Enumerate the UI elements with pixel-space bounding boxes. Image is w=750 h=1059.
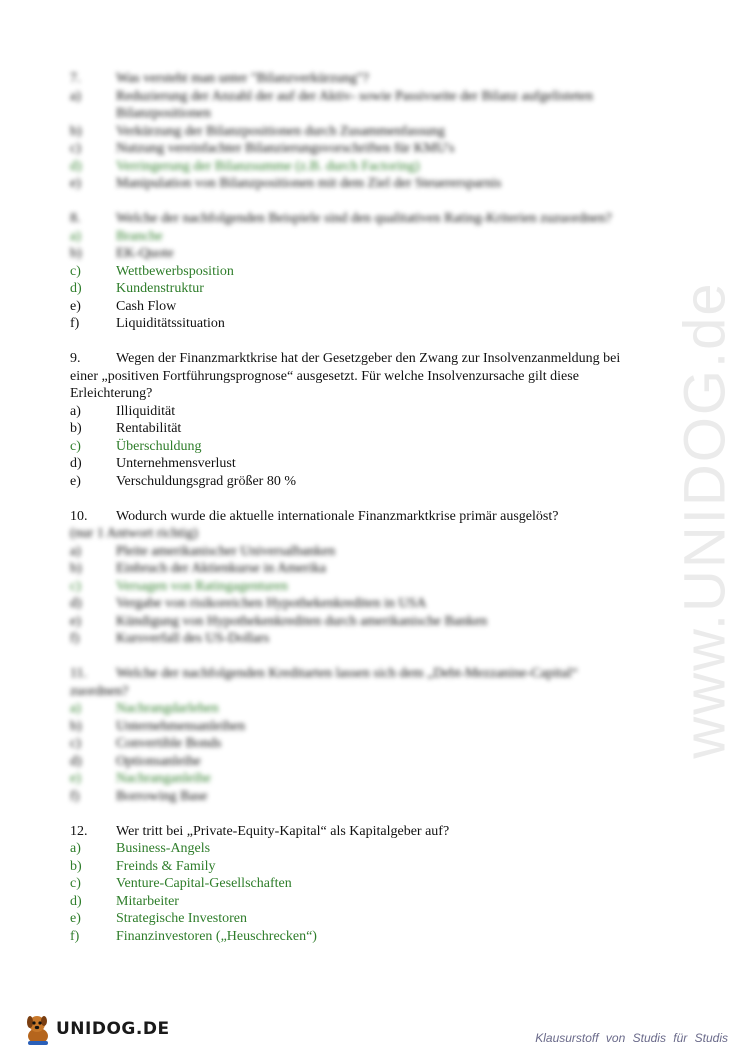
answer-letter: e) xyxy=(70,473,81,489)
answer-option xyxy=(70,280,650,298)
answer-list xyxy=(70,88,650,193)
answer-option xyxy=(70,175,650,193)
answer-letter: e) xyxy=(70,911,81,926)
answer-text: Finanzinvestoren („Heuschrecken“) xyxy=(116,928,317,944)
question-number: 10. xyxy=(70,508,88,524)
answer-letter: b) xyxy=(70,246,82,261)
question-11-header xyxy=(70,665,650,683)
answer-letter: a) xyxy=(70,841,81,856)
answer-text: Kursverfall des US-Dollars xyxy=(116,631,270,646)
answer-letter: d) xyxy=(70,753,82,769)
question-12-header xyxy=(70,823,650,841)
answer-text: Unternehmensanleihen xyxy=(116,718,246,734)
answer-option xyxy=(70,88,650,123)
answer-option xyxy=(70,123,650,141)
answer-letter: c) xyxy=(70,876,81,891)
question-text-continued: einer „positiven Fortführungsprognose“ ausgesetzt. Für welche Insolvenzursache gilt diese Erleichterung? xyxy=(70,368,579,401)
answer-letter: c) xyxy=(70,141,81,156)
dog-mascot-icon xyxy=(22,1012,54,1046)
answer-letter: b) xyxy=(70,421,82,436)
answer-option xyxy=(70,753,650,771)
question-7 xyxy=(70,70,650,193)
answer-letter: a) xyxy=(70,403,81,419)
question-8-header xyxy=(70,210,650,228)
answer-letter: e) xyxy=(70,613,81,629)
footer-tagline: Klausurstoff von Studis für Studis xyxy=(535,1031,728,1045)
answer-text: Strategische Investoren xyxy=(116,911,248,926)
answer-letter: c) xyxy=(70,578,81,594)
answer-option xyxy=(70,158,650,176)
answer-option xyxy=(70,893,650,911)
answer-option xyxy=(70,613,650,631)
answer-option xyxy=(70,228,650,246)
answer-text: Verringerung der Bilanzsumme (z.B. durch Factoring) xyxy=(116,158,420,174)
answer-option xyxy=(70,788,650,806)
watermark-text: www.UNIDOG.de xyxy=(672,281,738,759)
unidog-logo[interactable] xyxy=(22,1012,170,1046)
answer-text: Nutzung vereinfachter Bilanzierungsvorschriften für KMU's xyxy=(116,141,455,156)
answer-letter: f) xyxy=(70,316,80,331)
answer-option xyxy=(70,298,650,316)
answer-text: Convertible Bonds xyxy=(116,736,222,751)
logo-text: UNIDOG.DE xyxy=(56,1019,170,1039)
answer-letter: b) xyxy=(70,561,82,576)
answer-list xyxy=(70,840,650,945)
answer-letter: a) xyxy=(70,88,81,104)
answer-option xyxy=(70,858,650,876)
question-9-header xyxy=(70,350,650,368)
answer-option xyxy=(70,840,650,858)
answer-option xyxy=(70,455,650,473)
answer-option xyxy=(70,770,650,788)
question-text-line-1: Welche der nachfolgenden Kreditarten lassen sich dem „Debt-Mezzanine-Capital“ xyxy=(116,666,578,681)
question-number: 8. xyxy=(70,211,81,226)
answer-list xyxy=(70,700,650,805)
answer-option xyxy=(70,473,650,491)
question-text-continued: zuordnen? xyxy=(70,683,129,699)
answer-text: Versagen von Ratingagenturen xyxy=(116,578,288,594)
answer-text: Wettbewerbsposition xyxy=(116,263,234,279)
exam-content xyxy=(70,70,650,963)
question-text: Welche der nachfolgenden Beispiele sind den qualitativen Rating-Kriterien zuzuordnen? xyxy=(116,211,612,226)
answer-option xyxy=(70,700,650,718)
answer-text: Business-Angels xyxy=(116,841,211,856)
answer-text: Verkürzung der Bilanzpositionen durch Zusammenfassung xyxy=(116,123,445,139)
question-10 xyxy=(70,508,650,648)
question-7-header xyxy=(70,70,650,88)
answer-letter: b) xyxy=(70,718,82,734)
answer-option xyxy=(70,630,650,648)
answer-text: Borrowing Base xyxy=(116,788,208,804)
answer-text: Vergabe von risikoreichen Hypothekenkrediten in USA xyxy=(116,596,427,611)
question-number: 7. xyxy=(70,71,81,86)
answer-option xyxy=(70,718,650,736)
answer-letter: e) xyxy=(70,298,81,314)
answer-text: Einbruch der Aktienkurse in Amerika xyxy=(116,561,326,576)
question-8 xyxy=(70,210,650,333)
answer-list xyxy=(70,228,650,333)
answer-option xyxy=(70,543,650,561)
answer-text: Reduzierung der Anzahl der auf der Aktiv- sowie Passivseite der Bilanz aufgelisteten Bilanzpositionen xyxy=(116,88,594,121)
answer-letter: d) xyxy=(70,893,82,909)
question-number: 12. xyxy=(70,823,88,839)
answer-letter: a) xyxy=(70,228,81,244)
answer-text: EK-Quote xyxy=(116,246,174,261)
answer-option xyxy=(70,438,650,456)
answer-text: Freinds & Family xyxy=(116,858,216,874)
answer-text: Liquiditätssituation xyxy=(116,316,225,331)
answer-text: Manipulation von Bilanzpositionen mit dem Ziel der Steuerersparnis xyxy=(116,176,502,191)
answer-text: Unternehmensverlust xyxy=(116,456,236,471)
answer-text: Pleite amerikanischer Universalbanken xyxy=(116,543,336,559)
answer-text: Überschuldung xyxy=(116,438,202,454)
answer-option xyxy=(70,910,650,928)
answer-letter: f) xyxy=(70,928,80,944)
answer-option xyxy=(70,595,650,613)
answer-text: Mitarbeiter xyxy=(116,893,179,909)
answer-option xyxy=(70,245,650,263)
answer-text: Nachranganleihe xyxy=(116,771,211,786)
answer-letter: f) xyxy=(70,631,80,646)
question-text: Was versteht man unter "Bilanzverkürzung"? xyxy=(116,71,369,86)
question-text: Wer tritt bei „Private-Equity-Kapital“ als Kapitalgeber auf? xyxy=(116,823,450,839)
answer-option xyxy=(70,263,650,281)
question-12 xyxy=(70,823,650,946)
answer-option xyxy=(70,420,650,438)
answer-letter: e) xyxy=(70,771,81,786)
question-text-line-1: Wegen der Finanzmarktkrise hat der Gesetzgeber den Zwang zur Insolvenzanmeldung bei xyxy=(116,351,621,366)
answer-letter: c) xyxy=(70,263,81,279)
answer-letter: c) xyxy=(70,438,81,454)
answer-option xyxy=(70,735,650,753)
answer-list xyxy=(70,403,650,491)
answer-option xyxy=(70,403,650,421)
answer-option xyxy=(70,578,650,596)
answer-letter: d) xyxy=(70,456,82,471)
answer-text: Nachrangdarlehen xyxy=(116,701,219,716)
answer-letter: d) xyxy=(70,158,82,174)
answer-option xyxy=(70,875,650,893)
answer-letter: d) xyxy=(70,596,82,611)
answer-option xyxy=(70,140,650,158)
answer-text: Cash Flow xyxy=(116,298,177,314)
answer-text: Verschuldungsgrad größer 80 % xyxy=(116,473,297,489)
question-10-header xyxy=(70,508,650,526)
answer-letter: f) xyxy=(70,788,80,804)
answer-text: Optionsanleihe xyxy=(116,753,201,769)
question-number: 9. xyxy=(70,351,81,366)
answer-text: Branche xyxy=(116,228,163,244)
answer-text: Venture-Capital-Gesellschaften xyxy=(116,876,292,891)
answer-letter: b) xyxy=(70,858,82,874)
answer-letter: c) xyxy=(70,736,81,751)
question-11 xyxy=(70,665,650,805)
question-9 xyxy=(70,350,650,490)
question-note: (nur 1 Antwort richtig) xyxy=(70,526,198,541)
answer-letter: a) xyxy=(70,701,81,716)
answer-letter: d) xyxy=(70,281,82,296)
answer-letter: a) xyxy=(70,543,81,559)
answer-letter: e) xyxy=(70,176,81,191)
answer-text: Kündigung von Hypothekenkrediten durch amerikanische Banken xyxy=(116,613,488,629)
answer-option xyxy=(70,560,650,578)
answer-option xyxy=(70,315,650,333)
answer-letter: b) xyxy=(70,123,82,139)
question-number: 11. xyxy=(70,666,87,681)
answer-text: Rentabilität xyxy=(116,421,182,436)
answer-text: Kundenstruktur xyxy=(116,281,204,296)
answer-list xyxy=(70,543,650,648)
question-text: Wodurch wurde die aktuelle internationale Finanzmarktkrise primär ausgelöst? xyxy=(116,508,559,524)
answer-option xyxy=(70,928,650,946)
answer-text: Illiquidität xyxy=(116,403,176,419)
